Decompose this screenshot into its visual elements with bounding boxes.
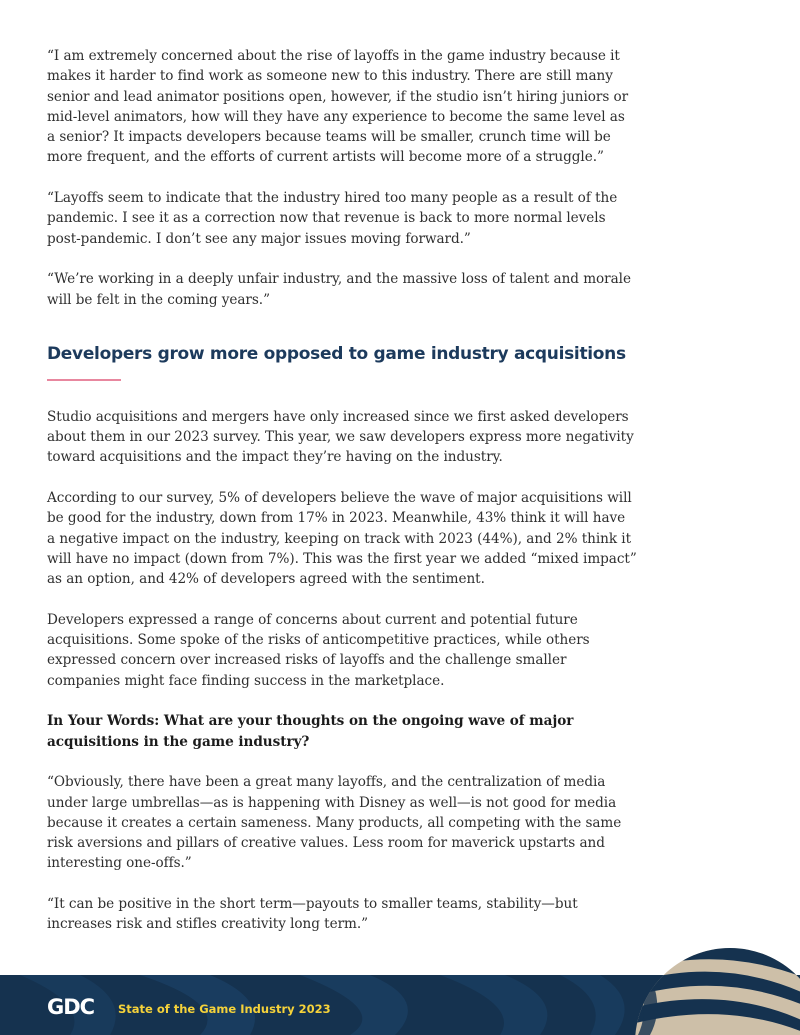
striped-sphere-graphic: [610, 938, 800, 1035]
quote-paragraph: “We’re working in a deeply unfair industry, and the massive loss of talent and morale will be felt in the coming years.”: [47, 271, 631, 308]
quote-paragraph: “Layoffs seem to indicate that the industry hired too many people as a result of the pandemic. I see it as a correction now that revenue is back to more normal levels post-pandemic. I don’t see any major issues moving forward.”: [47, 190, 618, 247]
page-content: [47, 46, 637, 955]
body-paragraph: Studio acquisitions and mergers have only increased since we first asked developers about them in our 2023 survey. This year, we saw developers express more negativity toward acquisitions and the impact they’re having on the industry.: [47, 408, 634, 466]
quote-paragraph: “It can be positive in the short term—payouts to smaller teams, stability—but increases risk and stifles creativity long term.”: [47, 895, 578, 933]
quote-paragraph: “Obviously, there have been a great many layoffs, and the centralization of media under large umbrellas—as is happening with Disney as well—is not good for media because it creates a certain sameness. Many products, all competing with the same risk aversions and pillars of creative values. Less room for maverick upstarts and interesting one-offs.”: [47, 774, 622, 872]
heading-accent-rule: [47, 379, 121, 381]
report-title: State of the Game Industry 2023: [118, 1002, 331, 1016]
gdc-logo: GDC: [47, 995, 95, 1019]
body-paragraph: According to our survey, 5% of developers believe the wave of major acquisitions will be good for the industry, down from 17% in 2023. Meanwhile, 43% think it will have a negative impact on the industry, keeping on track with 2023 (44%), and 2% think it will have no impact (down from 7%). This was the first year we added “mixed impact” as an option, and 42% of developers agreed with the sentiment.: [47, 490, 637, 588]
quote-paragraph: “I am extremely concerned about the rise of layoffs in the game industry because it makes it harder to find work as someone new to this industry. There are still many senior and lead animator positions open, however, if the studio isn’t hiring juniors or mid-level animators, how will they have any experience to become the same level as a senior? It impacts developers because teams will be smaller, crunch time will be more frequent, and the efforts of current artists will become more of a struggle.”: [47, 48, 629, 166]
body-paragraph: Developers expressed a range of concerns about current and potential future acquisitions. Some spoke of the risks of anticompetitive practices, while others expressed concern over increased risks of layoffs and the challenge smaller companies might face finding success in the marketplace.: [47, 611, 590, 689]
survey-question: In Your Words: What are your thoughts on the ongoing wave of major acquisitions in the game industry?: [47, 713, 574, 750]
section-heading: Developers grow more opposed to game industry acquisitions: [47, 343, 626, 364]
